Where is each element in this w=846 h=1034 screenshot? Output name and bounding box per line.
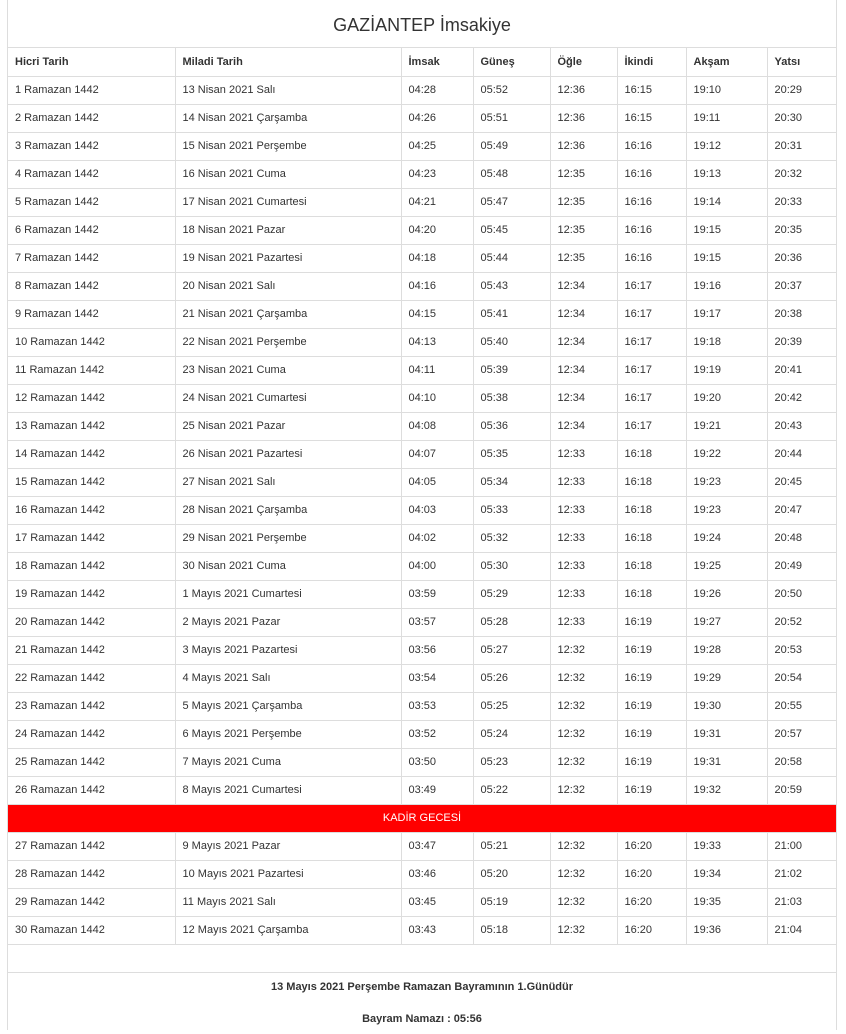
cell-yatsi: 20:33 [767, 188, 836, 216]
cell-hicri-tarih: 6 Ramazan 1442 [8, 216, 175, 244]
cell-yatsi: 20:44 [767, 440, 836, 468]
cell-hicri-tarih: 24 Ramazan 1442 [8, 720, 175, 748]
imsakiye-page [7, 0, 837, 1030]
cell-ikindi: 16:16 [617, 132, 686, 160]
cell-ogle: 12:33 [550, 552, 617, 580]
cell-miladi-tarih: 3 Mayıs 2021 Pazartesi [175, 636, 401, 664]
cell-ikindi: 16:17 [617, 384, 686, 412]
cell-gunes: 05:38 [473, 384, 550, 412]
cell-ikindi: 16:17 [617, 272, 686, 300]
cell-aksam: 19:34 [686, 860, 767, 888]
cell-yatsi: 20:29 [767, 76, 836, 104]
cell-miladi-tarih: 16 Nisan 2021 Cuma [175, 160, 401, 188]
cell-gunes: 05:30 [473, 552, 550, 580]
table-row [8, 440, 836, 468]
cell-ikindi: 16:20 [617, 832, 686, 860]
cell-hicri-tarih: 12 Ramazan 1442 [8, 384, 175, 412]
table-row [8, 580, 836, 608]
cell-yatsi: 20:53 [767, 636, 836, 664]
cell-aksam: 19:23 [686, 496, 767, 524]
cell-aksam: 19:14 [686, 188, 767, 216]
cell-gunes: 05:33 [473, 496, 550, 524]
cell-miladi-tarih: 2 Mayıs 2021 Pazar [175, 608, 401, 636]
cell-gunes: 05:25 [473, 692, 550, 720]
cell-ikindi: 16:20 [617, 888, 686, 916]
cell-ogle: 12:32 [550, 776, 617, 804]
cell-hicri-tarih: 11 Ramazan 1442 [8, 356, 175, 384]
cell-miladi-tarih: 10 Mayıs 2021 Pazartesi [175, 860, 401, 888]
cell-gunes: 05:35 [473, 440, 550, 468]
cell-gunes: 05:51 [473, 104, 550, 132]
cell-yatsi: 21:04 [767, 916, 836, 944]
cell-yatsi: 20:41 [767, 356, 836, 384]
cell-gunes: 05:34 [473, 468, 550, 496]
cell-yatsi: 20:42 [767, 384, 836, 412]
cell-aksam: 19:19 [686, 356, 767, 384]
column-header-hicri-tarih: Hicri Tarih [8, 48, 175, 76]
cell-ikindi: 16:19 [617, 636, 686, 664]
table-row [8, 720, 836, 748]
cell-gunes: 05:21 [473, 832, 550, 860]
cell-aksam: 19:20 [686, 384, 767, 412]
cell-hicri-tarih: 3 Ramazan 1442 [8, 132, 175, 160]
table-row [8, 160, 836, 188]
cell-yatsi: 20:37 [767, 272, 836, 300]
cell-gunes: 05:24 [473, 720, 550, 748]
table-row [8, 468, 836, 496]
cell-ikindi: 16:17 [617, 412, 686, 440]
cell-aksam: 19:26 [686, 580, 767, 608]
cell-gunes: 05:43 [473, 272, 550, 300]
cell-ogle: 12:32 [550, 720, 617, 748]
cell-gunes: 05:45 [473, 216, 550, 244]
cell-miladi-tarih: 24 Nisan 2021 Cumartesi [175, 384, 401, 412]
cell-ikindi: 16:18 [617, 524, 686, 552]
cell-aksam: 19:16 [686, 272, 767, 300]
cell-yatsi: 20:39 [767, 328, 836, 356]
bayram-namazi: Bayram Namazı : 05:56 [362, 1012, 482, 1025]
cell-gunes: 05:23 [473, 748, 550, 776]
table-row [8, 748, 836, 776]
cell-aksam: 19:35 [686, 888, 767, 916]
cell-hicri-tarih: 14 Ramazan 1442 [8, 440, 175, 468]
cell-imsak: 03:49 [401, 776, 473, 804]
cell-imsak: 03:43 [401, 916, 473, 944]
cell-hicri-tarih: 21 Ramazan 1442 [8, 636, 175, 664]
cell-hicri-tarih: 8 Ramazan 1442 [8, 272, 175, 300]
cell-yatsi: 20:31 [767, 132, 836, 160]
cell-gunes: 05:19 [473, 888, 550, 916]
cell-ogle: 12:33 [550, 580, 617, 608]
cell-miladi-tarih: 20 Nisan 2021 Salı [175, 272, 401, 300]
cell-ogle: 12:32 [550, 748, 617, 776]
table-row [8, 272, 836, 300]
table-row [8, 76, 836, 104]
cell-yatsi: 20:57 [767, 720, 836, 748]
table-row [8, 664, 836, 692]
table-body [8, 76, 836, 944]
cell-ikindi: 16:16 [617, 188, 686, 216]
cell-hicri-tarih: 20 Ramazan 1442 [8, 608, 175, 636]
cell-miladi-tarih: 4 Mayıs 2021 Salı [175, 664, 401, 692]
cell-imsak: 03:56 [401, 636, 473, 664]
cell-miladi-tarih: 5 Mayıs 2021 Çarşamba [175, 692, 401, 720]
cell-ogle: 12:33 [550, 608, 617, 636]
cell-imsak: 04:07 [401, 440, 473, 468]
cell-aksam: 19:15 [686, 244, 767, 272]
cell-ogle: 12:32 [550, 888, 617, 916]
cell-gunes: 05:18 [473, 916, 550, 944]
cell-yatsi: 20:43 [767, 412, 836, 440]
cell-imsak: 03:50 [401, 748, 473, 776]
table-row [8, 692, 836, 720]
table-header-row [8, 48, 836, 76]
cell-miladi-tarih: 15 Nisan 2021 Perşembe [175, 132, 401, 160]
cell-miladi-tarih: 19 Nisan 2021 Pazartesi [175, 244, 401, 272]
imsakiye-table [8, 48, 836, 945]
cell-imsak: 04:03 [401, 496, 473, 524]
cell-imsak: 04:15 [401, 300, 473, 328]
table-row [8, 888, 836, 916]
column-header-ikindi: İkindi [617, 48, 686, 76]
cell-aksam: 19:24 [686, 524, 767, 552]
cell-ogle: 12:34 [550, 328, 617, 356]
cell-ogle: 12:34 [550, 412, 617, 440]
table-row [8, 860, 836, 888]
cell-yatsi: 20:58 [767, 748, 836, 776]
cell-hicri-tarih: 1 Ramazan 1442 [8, 76, 175, 104]
cell-ogle: 12:34 [550, 356, 617, 384]
cell-ikindi: 16:19 [617, 748, 686, 776]
cell-miladi-tarih: 1 Mayıs 2021 Cumartesi [175, 580, 401, 608]
cell-hicri-tarih: 26 Ramazan 1442 [8, 776, 175, 804]
cell-gunes: 05:49 [473, 132, 550, 160]
cell-yatsi: 20:52 [767, 608, 836, 636]
cell-gunes: 05:28 [473, 608, 550, 636]
table-row [8, 552, 836, 580]
cell-gunes: 05:40 [473, 328, 550, 356]
cell-ogle: 12:36 [550, 76, 617, 104]
cell-yatsi: 20:30 [767, 104, 836, 132]
cell-aksam: 19:32 [686, 776, 767, 804]
cell-imsak: 04:23 [401, 160, 473, 188]
cell-ikindi: 16:20 [617, 860, 686, 888]
cell-yatsi: 20:38 [767, 300, 836, 328]
cell-ikindi: 16:19 [617, 608, 686, 636]
cell-hicri-tarih: 2 Ramazan 1442 [8, 104, 175, 132]
table-row [8, 244, 836, 272]
cell-gunes: 05:48 [473, 160, 550, 188]
cell-imsak: 04:26 [401, 104, 473, 132]
cell-ikindi: 16:17 [617, 356, 686, 384]
cell-ogle: 12:35 [550, 188, 617, 216]
cell-ikindi: 16:20 [617, 916, 686, 944]
cell-ikindi: 16:16 [617, 160, 686, 188]
cell-ikindi: 16:16 [617, 244, 686, 272]
cell-hicri-tarih: 23 Ramazan 1442 [8, 692, 175, 720]
cell-ogle: 12:33 [550, 496, 617, 524]
table-row [8, 608, 836, 636]
table-row [8, 300, 836, 328]
cell-imsak: 04:28 [401, 76, 473, 104]
cell-yatsi: 20:35 [767, 216, 836, 244]
cell-aksam: 19:28 [686, 636, 767, 664]
cell-imsak: 04:25 [401, 132, 473, 160]
table-row [8, 496, 836, 524]
cell-miladi-tarih: 7 Mayıs 2021 Cuma [175, 748, 401, 776]
cell-miladi-tarih: 14 Nisan 2021 Çarşamba [175, 104, 401, 132]
cell-miladi-tarih: 18 Nisan 2021 Pazar [175, 216, 401, 244]
cell-aksam: 19:17 [686, 300, 767, 328]
cell-ogle: 12:32 [550, 636, 617, 664]
cell-hicri-tarih: 27 Ramazan 1442 [8, 832, 175, 860]
cell-imsak: 03:57 [401, 608, 473, 636]
cell-aksam: 19:31 [686, 748, 767, 776]
cell-gunes: 05:32 [473, 524, 550, 552]
cell-gunes: 05:41 [473, 300, 550, 328]
cell-aksam: 19:21 [686, 412, 767, 440]
cell-ogle: 12:36 [550, 132, 617, 160]
cell-miladi-tarih: 27 Nisan 2021 Salı [175, 468, 401, 496]
cell-aksam: 19:33 [686, 832, 767, 860]
cell-aksam: 19:12 [686, 132, 767, 160]
cell-miladi-tarih: 22 Nisan 2021 Perşembe [175, 328, 401, 356]
cell-miladi-tarih: 13 Nisan 2021 Salı [175, 76, 401, 104]
cell-miladi-tarih: 11 Mayıs 2021 Salı [175, 888, 401, 916]
table-row [8, 104, 836, 132]
cell-ikindi: 16:18 [617, 552, 686, 580]
cell-yatsi: 20:50 [767, 580, 836, 608]
cell-miladi-tarih: 17 Nisan 2021 Cumartesi [175, 188, 401, 216]
cell-hicri-tarih: 17 Ramazan 1442 [8, 524, 175, 552]
cell-hicri-tarih: 9 Ramazan 1442 [8, 300, 175, 328]
cell-ogle: 12:32 [550, 860, 617, 888]
cell-yatsi: 20:54 [767, 664, 836, 692]
cell-aksam: 19:23 [686, 468, 767, 496]
table-row [8, 636, 836, 664]
table-row [8, 776, 836, 804]
cell-imsak: 04:05 [401, 468, 473, 496]
cell-miladi-tarih: 28 Nisan 2021 Çarşamba [175, 496, 401, 524]
cell-hicri-tarih: 29 Ramazan 1442 [8, 888, 175, 916]
cell-aksam: 19:13 [686, 160, 767, 188]
column-header-aksam: Akşam [686, 48, 767, 76]
cell-hicri-tarih: 19 Ramazan 1442 [8, 580, 175, 608]
cell-yatsi: 21:00 [767, 832, 836, 860]
cell-miladi-tarih: 26 Nisan 2021 Pazartesi [175, 440, 401, 468]
cell-miladi-tarih: 25 Nisan 2021 Pazar [175, 412, 401, 440]
cell-yatsi: 20:32 [767, 160, 836, 188]
cell-imsak: 03:46 [401, 860, 473, 888]
cell-imsak: 04:18 [401, 244, 473, 272]
cell-ogle: 12:36 [550, 104, 617, 132]
column-header-yatsi: Yatsı [767, 48, 836, 76]
cell-yatsi: 20:45 [767, 468, 836, 496]
cell-aksam: 19:31 [686, 720, 767, 748]
cell-yatsi: 20:36 [767, 244, 836, 272]
cell-ikindi: 16:15 [617, 76, 686, 104]
cell-aksam: 19:36 [686, 916, 767, 944]
cell-ikindi: 16:15 [617, 104, 686, 132]
cell-ogle: 12:34 [550, 384, 617, 412]
cell-hicri-tarih: 5 Ramazan 1442 [8, 188, 175, 216]
cell-hicri-tarih: 7 Ramazan 1442 [8, 244, 175, 272]
cell-ikindi: 16:19 [617, 664, 686, 692]
cell-ogle: 12:33 [550, 440, 617, 468]
cell-aksam: 19:27 [686, 608, 767, 636]
cell-imsak: 04:02 [401, 524, 473, 552]
cell-miladi-tarih: 23 Nisan 2021 Cuma [175, 356, 401, 384]
cell-ikindi: 16:16 [617, 216, 686, 244]
cell-aksam: 19:11 [686, 104, 767, 132]
table-row [8, 384, 836, 412]
column-header-imsak: İmsak [401, 48, 473, 76]
table-row [8, 412, 836, 440]
cell-imsak: 03:54 [401, 664, 473, 692]
cell-hicri-tarih: 30 Ramazan 1442 [8, 916, 175, 944]
cell-ogle: 12:35 [550, 160, 617, 188]
table-row [8, 832, 836, 860]
cell-miladi-tarih: 9 Mayıs 2021 Pazar [175, 832, 401, 860]
cell-miladi-tarih: 29 Nisan 2021 Perşembe [175, 524, 401, 552]
column-header-miladi-tarih: Miladi Tarih [175, 48, 401, 76]
cell-imsak: 04:20 [401, 216, 473, 244]
cell-imsak: 03:52 [401, 720, 473, 748]
cell-ikindi: 16:18 [617, 496, 686, 524]
cell-yatsi: 20:48 [767, 524, 836, 552]
cell-ogle: 12:35 [550, 244, 617, 272]
table-row [8, 328, 836, 356]
table-row [8, 916, 836, 944]
cell-imsak: 03:53 [401, 692, 473, 720]
cell-imsak: 03:47 [401, 832, 473, 860]
cell-aksam: 19:18 [686, 328, 767, 356]
table-row [8, 132, 836, 160]
cell-imsak: 04:10 [401, 384, 473, 412]
cell-aksam: 19:10 [686, 76, 767, 104]
cell-miladi-tarih: 12 Mayıs 2021 Çarşamba [175, 916, 401, 944]
cell-aksam: 19:22 [686, 440, 767, 468]
cell-ogle: 12:32 [550, 692, 617, 720]
cell-hicri-tarih: 18 Ramazan 1442 [8, 552, 175, 580]
cell-aksam: 19:29 [686, 664, 767, 692]
table-row [8, 216, 836, 244]
cell-hicri-tarih: 13 Ramazan 1442 [8, 412, 175, 440]
cell-gunes: 05:27 [473, 636, 550, 664]
kadir-gecesi-label: KADİR GECESİ [8, 804, 836, 832]
column-header-ogle: Öğle [550, 48, 617, 76]
cell-gunes: 05:47 [473, 188, 550, 216]
cell-yatsi: 21:03 [767, 888, 836, 916]
cell-ogle: 12:33 [550, 468, 617, 496]
cell-imsak: 04:16 [401, 272, 473, 300]
cell-hicri-tarih: 22 Ramazan 1442 [8, 664, 175, 692]
cell-ogle: 12:32 [550, 916, 617, 944]
cell-yatsi: 21:02 [767, 860, 836, 888]
cell-imsak: 04:08 [401, 412, 473, 440]
cell-yatsi: 20:59 [767, 776, 836, 804]
cell-ikindi: 16:18 [617, 440, 686, 468]
cell-hicri-tarih: 15 Ramazan 1442 [8, 468, 175, 496]
cell-imsak: 04:11 [401, 356, 473, 384]
cell-gunes: 05:44 [473, 244, 550, 272]
cell-ikindi: 16:19 [617, 720, 686, 748]
cell-yatsi: 20:55 [767, 692, 836, 720]
cell-ikindi: 16:18 [617, 580, 686, 608]
cell-gunes: 05:52 [473, 76, 550, 104]
cell-ogle: 12:35 [550, 216, 617, 244]
cell-ogle: 12:32 [550, 664, 617, 692]
cell-hicri-tarih: 10 Ramazan 1442 [8, 328, 175, 356]
cell-hicri-tarih: 16 Ramazan 1442 [8, 496, 175, 524]
cell-gunes: 05:36 [473, 412, 550, 440]
cell-aksam: 19:15 [686, 216, 767, 244]
cell-aksam: 19:30 [686, 692, 767, 720]
cell-gunes: 05:22 [473, 776, 550, 804]
cell-ikindi: 16:19 [617, 692, 686, 720]
cell-ogle: 12:33 [550, 524, 617, 552]
cell-imsak: 04:13 [401, 328, 473, 356]
cell-imsak: 04:21 [401, 188, 473, 216]
cell-aksam: 19:25 [686, 552, 767, 580]
cell-gunes: 05:29 [473, 580, 550, 608]
cell-ogle: 12:34 [550, 272, 617, 300]
table-row [8, 188, 836, 216]
cell-ogle: 12:34 [550, 300, 617, 328]
cell-yatsi: 20:47 [767, 496, 836, 524]
kadir-gecesi-row [8, 804, 836, 832]
table-row [8, 356, 836, 384]
cell-miladi-tarih: 21 Nisan 2021 Çarşamba [175, 300, 401, 328]
cell-ikindi: 16:19 [617, 776, 686, 804]
table-spacer [8, 945, 836, 973]
bayram-note: 13 Mayıs 2021 Perşembe Ramazan Bayramının 1.Günüdür [270, 980, 574, 993]
cell-hicri-tarih: 4 Ramazan 1442 [8, 160, 175, 188]
cell-hicri-tarih: 28 Ramazan 1442 [8, 860, 175, 888]
cell-miladi-tarih: 30 Nisan 2021 Cuma [175, 552, 401, 580]
cell-gunes: 05:39 [473, 356, 550, 384]
cell-hicri-tarih: 25 Ramazan 1442 [8, 748, 175, 776]
cell-imsak: 04:00 [401, 552, 473, 580]
table-row [8, 524, 836, 552]
cell-gunes: 05:26 [473, 664, 550, 692]
cell-ikindi: 16:17 [617, 300, 686, 328]
cell-ogle: 12:32 [550, 832, 617, 860]
page-title: GAZİANTEP İmsakiye [8, 0, 836, 48]
cell-yatsi: 20:49 [767, 552, 836, 580]
cell-gunes: 05:20 [473, 860, 550, 888]
cell-miladi-tarih: 8 Mayıs 2021 Cumartesi [175, 776, 401, 804]
cell-imsak: 03:59 [401, 580, 473, 608]
cell-miladi-tarih: 6 Mayıs 2021 Perşembe [175, 720, 401, 748]
cell-ikindi: 16:17 [617, 328, 686, 356]
cell-imsak: 03:45 [401, 888, 473, 916]
cell-ikindi: 16:18 [617, 468, 686, 496]
column-header-gunes: Güneş [473, 48, 550, 76]
